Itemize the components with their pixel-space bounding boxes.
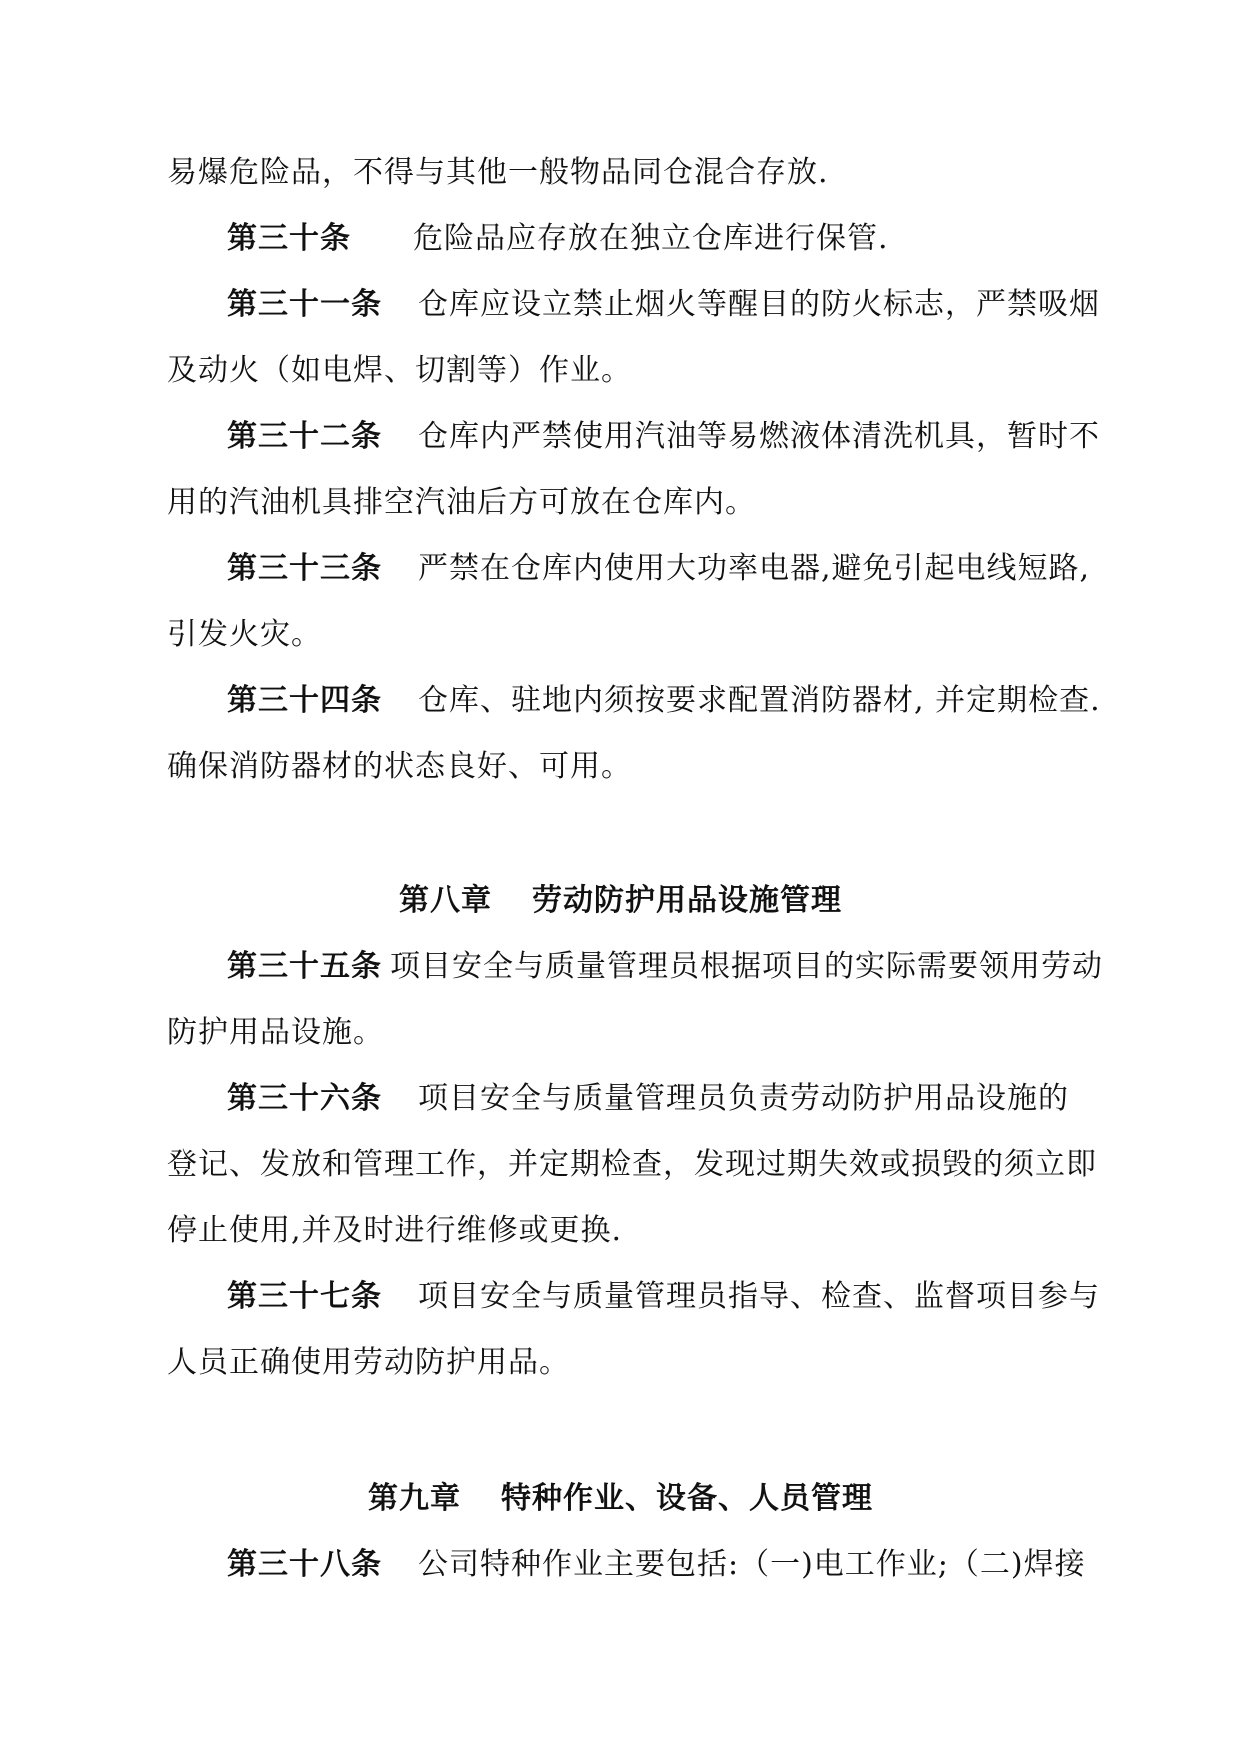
article-title: 第三十五条 (227, 949, 382, 984)
article-text: 仓库应设立禁止烟火等醒目的防火标志，严禁吸烟 (418, 287, 1100, 322)
article-title: 第三十八条 (227, 1547, 382, 1582)
article-31 (167, 272, 1100, 338)
article-36-cont-2: 停止使用,并及时进行维修或更换. (167, 1213, 623, 1248)
article-32-cont: 用的汽油机具排空汽油后方可放在仓库内。 (167, 485, 756, 520)
article-text: 仓库、驻地内须按要求配置消防器材, 并定期检查. (418, 683, 1101, 718)
article-37-cont: 人员正确使用劳动防护用品。 (167, 1345, 570, 1380)
article-text: 项目安全与质量管理员负责劳动防护用品设施的 (418, 1081, 1069, 1116)
article-title: 第三十一条 (227, 287, 382, 322)
article-title: 第三十三条 (227, 551, 382, 586)
article-38 (167, 1532, 1086, 1598)
article-title: 第三十条 (227, 221, 351, 256)
article-31-cont: 及动火（如电焊、切割等）作业。 (167, 353, 632, 388)
article-34 (167, 668, 1101, 734)
chapter-8-heading (167, 868, 1074, 934)
chapter-name: 劳动防护用品设施管理 (532, 883, 842, 918)
article-text: 公司特种作业主要包括:（一)电工作业;（二)焊接 (418, 1547, 1086, 1582)
chapter-9-heading (167, 1466, 1074, 1532)
article-title: 第三十七条 (227, 1279, 382, 1314)
article-36-cont-1: 登记、发放和管理工作，并定期检查，发现过期失效或损毁的须立即 (167, 1147, 1097, 1182)
article-text: 严禁在仓库内使用大功率电器,避免引起电线短路, (418, 551, 1091, 586)
article-32 (167, 404, 1100, 470)
article-title: 第三十四条 (227, 683, 382, 718)
article-33 (167, 536, 1091, 602)
article-33-cont: 引发火灾。 (167, 617, 322, 652)
article-36 (167, 1066, 1074, 1132)
document-page (167, 140, 1103, 1598)
chapter-name: 特种作业、设备、人员管理 (501, 1481, 873, 1516)
chapter-number: 第九章 (368, 1481, 461, 1516)
article-text: 项目安全与质量管理员根据项目的实际需要领用劳动 (390, 949, 1103, 984)
article-title: 第三十二条 (227, 419, 382, 454)
article-text: 危险品应存放在独立仓库进行保管. (413, 221, 889, 256)
chapter-number: 第八章 (399, 883, 492, 918)
article-37 (167, 1264, 1100, 1330)
article-35 (167, 934, 1103, 1000)
article-30 (167, 206, 1074, 272)
article-35-cont: 防护用品设施。 (167, 1015, 384, 1050)
article-text: 仓库内严禁使用汽油等易燃液体清洗机具，暂时不 (418, 419, 1100, 454)
article-34-cont: 确保消防器材的状态良好、可用。 (167, 749, 632, 784)
article-title: 第三十六条 (227, 1081, 382, 1116)
paragraph-continuation: 易爆危险品，不得与其他一般物品同仓混合存放. (167, 155, 829, 190)
article-text: 项目安全与质量管理员指导、检查、监督项目参与 (418, 1279, 1100, 1314)
